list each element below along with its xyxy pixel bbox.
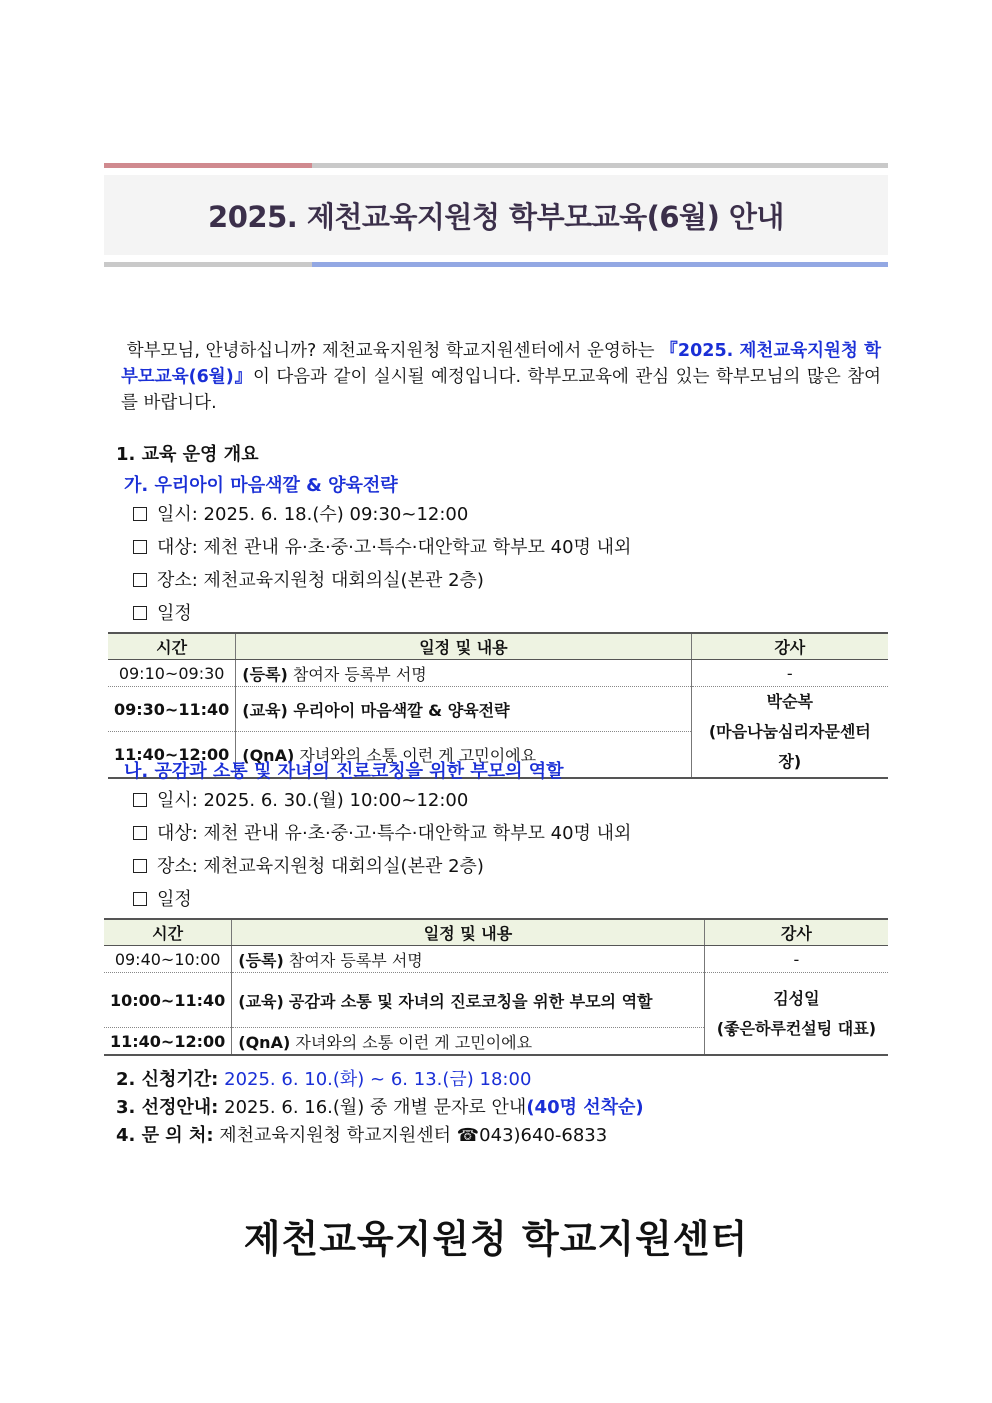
col-time: 시간 — [108, 633, 236, 660]
title-bottom-bar — [104, 262, 888, 267]
speaker-org: (좋은하루컨설팅 대표) — [716, 1018, 877, 1038]
program-b-date: 일시: 2025. 6. 30.(월) 10:00~12:00 — [133, 786, 468, 812]
checkbox-icon — [133, 606, 147, 620]
program-a-date: 일시: 2025. 6. 18.(수) 09:30~12:00 — [133, 500, 468, 526]
table-row — [104, 946, 888, 973]
row-time: 09:10~09:30 — [108, 660, 236, 687]
table-row — [104, 973, 888, 1028]
speaker-org: (마음나눔심리자문센터장) — [708, 722, 871, 771]
page-title: 2025. 제천교육지원청 학부모교육(6월) 안내 — [208, 199, 784, 234]
intro-highlight: 『2025. 제천교육지원청 학부모교육(6월)』 — [121, 341, 881, 387]
row-time: 09:30~11:40 — [108, 687, 236, 732]
row-content: (QnA) 자녀와의 소통 이런 게 고민이에요 — [232, 1028, 705, 1056]
speaker-name: 김성일 — [773, 988, 820, 1008]
selection-notice: 3. 선정안내: 2025. 6. 16.(월) 중 개별 문자로 안내(40명 선착순) — [116, 1097, 644, 1118]
table-header-row — [108, 633, 888, 660]
col-speaker: 강사 — [704, 919, 888, 946]
table-row — [108, 687, 888, 732]
speaker-cell — [704, 973, 888, 1056]
speaker-cell — [691, 687, 888, 779]
program-b-target: 대상: 제천 관내 유·초·중·고·특수·대안학교 학부모 40명 내외 — [133, 819, 631, 845]
checkbox-icon — [133, 540, 147, 554]
checkbox-icon — [133, 573, 147, 587]
table-header-row — [104, 919, 888, 946]
row-content: (등록) 참여자 등록부 서명 — [236, 660, 691, 687]
contact-info: 4. 문 의 처: 제천교육지원청 학교지원센터 ☎043)640-6833 — [116, 1125, 608, 1146]
checkbox-icon — [133, 826, 147, 840]
section-overview-heading: 1. 교육 운영 개요 — [116, 444, 259, 465]
program-a-schedule-label: 일정 — [133, 599, 192, 625]
row-content: (QnA) 자녀와의 소통 이런 게 고민이에요 — [236, 732, 691, 778]
intro-text-1: 학부모님, 안녕하십니까? 제천교육지원청 학교지원센터에서 운영하는 — [126, 341, 661, 361]
row-speaker: - — [704, 946, 888, 973]
table-row — [108, 660, 888, 687]
row-time: 11:40~12:00 — [108, 732, 236, 778]
row-time: 11:40~12:00 — [104, 1028, 232, 1056]
intro-text-2: 이 다음과 같이 실시될 예정입니다. 학부모교육에 관심 있는 학부모님의 많은 참여를 바랍니다. — [121, 367, 881, 413]
col-content: 일정 및 내용 — [236, 633, 691, 660]
program-a-target: 대상: 제천 관내 유·초·중·고·특수·대안학교 학부모 40명 내외 — [133, 533, 631, 559]
organization-name: 제천교육지원청 학교지원센터 — [243, 1217, 749, 1261]
apply-period: 2. 신청기간: 2025. 6. 10.(화) ~ 6. 13.(금) 18:00 — [116, 1069, 532, 1090]
row-content: (교육) 공감과 소통 및 자녀의 진로코칭을 위한 부모의 역할 — [232, 973, 705, 1028]
program-b-title: 나. 공감과 소통 및 자녀의 진로코칭을 위한 부모의 역할 — [124, 761, 564, 782]
program-a-title: 가. 우리아이 마음색깔 & 양육전략 — [124, 475, 398, 496]
program-a-place: 장소: 제천교육지원청 대회의실(본관 2층) — [133, 566, 484, 592]
row-speaker: - — [691, 660, 888, 687]
program-b-schedule-table — [104, 918, 888, 1056]
title-box — [104, 163, 888, 267]
checkbox-icon — [133, 892, 147, 906]
program-b-schedule-label: 일정 — [133, 885, 192, 911]
title-panel — [104, 175, 888, 255]
speaker-name: 박순복 — [766, 692, 813, 711]
row-content: (교육) 우리아이 마음색깔 & 양육전략 — [236, 687, 691, 732]
intro-paragraph — [121, 338, 881, 416]
col-content: 일정 및 내용 — [232, 919, 705, 946]
checkbox-icon — [133, 507, 147, 521]
row-content: (등록) 참여자 등록부 서명 — [232, 946, 705, 973]
row-time: 10:00~11:40 — [104, 973, 232, 1028]
col-speaker: 강사 — [691, 633, 888, 660]
col-time: 시간 — [104, 919, 232, 946]
row-time: 09:40~10:00 — [104, 946, 232, 973]
title-top-bar — [104, 163, 888, 168]
program-b-place: 장소: 제천교육지원청 대회의실(본관 2층) — [133, 852, 484, 878]
checkbox-icon — [133, 859, 147, 873]
checkbox-icon — [133, 793, 147, 807]
